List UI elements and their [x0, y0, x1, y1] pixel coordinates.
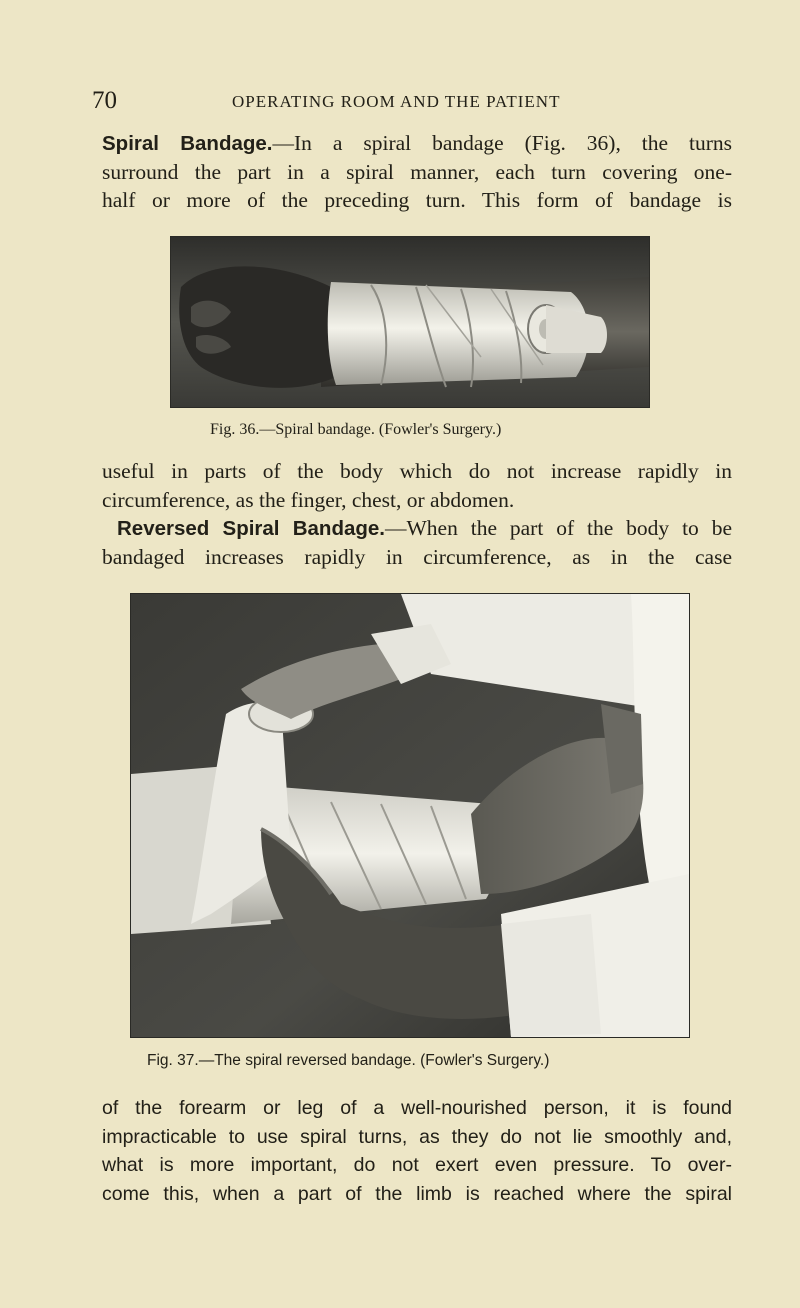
text-line: surround the part in a spiral manner, each turn covering one-: [102, 159, 732, 184]
paragraph-forearm-leg: [102, 1094, 732, 1208]
text-line: —When the part of the body to be: [384, 516, 732, 540]
text-line: what is more important, do not exert even pressure. To over-: [102, 1154, 732, 1176]
text-line: impracticable to use spiral turns, as they do not lie smoothly and,: [102, 1125, 732, 1148]
text-line: circumference, as the finger, chest, or abdomen.: [102, 487, 515, 512]
running-head: OPERATING ROOM AND THE PATIENT: [232, 92, 561, 111]
reversed-spiral-bandage-illustration: [131, 594, 689, 1037]
text-line: bandaged increases rapidly in circumference, as in the case: [102, 544, 732, 569]
section-heading-reversed-spiral-bandage: Reversed Spiral Bandage.: [117, 517, 385, 540]
paragraph-spiral-bandage: [102, 129, 732, 215]
figure-37-image: [130, 593, 690, 1038]
paragraph-reversed-spiral: [102, 514, 732, 571]
figure-36-caption: Fig. 36.—Spiral bandage. (Fowler's Surgery.): [210, 421, 502, 438]
figure-37-caption: Fig. 37.—The spiral reversed bandage. (Fowler's Surgery.): [147, 1052, 550, 1069]
page-number: 70: [92, 87, 117, 114]
text-line: of the forearm or leg of a well-nourished person, it is found: [102, 1097, 732, 1119]
spiral-bandage-illustration: [171, 237, 649, 407]
text-line: —In a spiral bandage (Fig. 36), the turns: [272, 131, 732, 155]
text-line: half or more of the preceding turn. This form of bandage is: [102, 188, 732, 212]
text-line: come this, when a part of the limb is reached where the spiral: [102, 1182, 732, 1205]
section-heading-spiral-bandage: Spiral Bandage.: [102, 132, 273, 155]
figure-36-image: [170, 236, 650, 408]
paragraph-spiral-usage: [102, 457, 732, 514]
page-header: [92, 84, 732, 118]
text-line: useful in parts of the body which do not increase rapidly in: [102, 459, 732, 483]
